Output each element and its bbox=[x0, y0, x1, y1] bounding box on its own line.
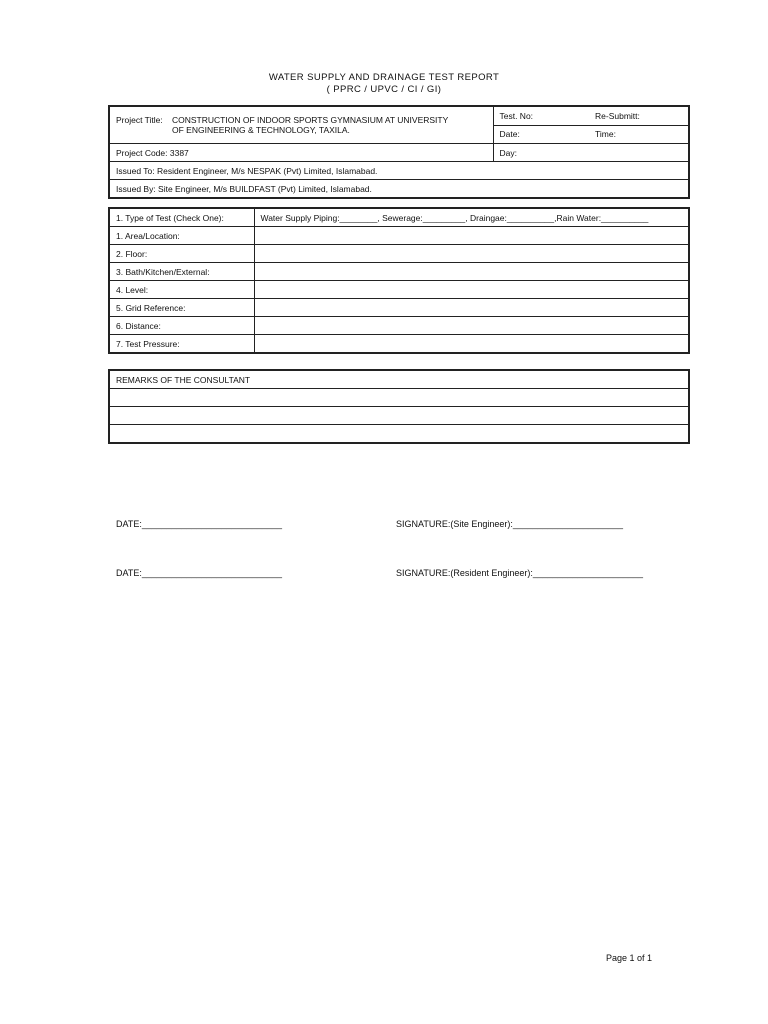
project-info-table bbox=[108, 105, 690, 199]
remarks-table bbox=[108, 369, 690, 444]
remarks-line[interactable] bbox=[109, 407, 689, 425]
test-row-label: 6. Distance: bbox=[109, 317, 254, 335]
report-subtitle: ( PPRC / UPVC / CI / GI) bbox=[326, 84, 442, 95]
date-cell: Date: bbox=[493, 125, 589, 144]
issued-by-cell: Issued By: Site Engineer, M/s BUILDFAST (Pvt) Limited, Islamabad. bbox=[109, 180, 689, 199]
project-code-cell: Project Code: 3387 bbox=[109, 144, 493, 162]
project-title-line1: CONSTRUCTION OF INDOOR SPORTS GYMNASIUM AT UNIVERSITY bbox=[172, 115, 449, 125]
page-number: Page 1 of 1 bbox=[606, 953, 653, 963]
test-row-value[interactable] bbox=[254, 263, 689, 281]
test-row-value[interactable] bbox=[254, 299, 689, 317]
signature-site-engineer[interactable]: SIGNATURE:(Site Engineer):______________________ bbox=[396, 519, 623, 529]
test-row-value[interactable] bbox=[254, 227, 689, 245]
project-title-label: Project Title: bbox=[116, 115, 163, 125]
issued-to-cell: Issued To: Resident Engineer, M/s NESPAK (Pvt) Limited, Islamabad. bbox=[109, 162, 689, 180]
project-title-cell bbox=[109, 106, 493, 144]
test-row-value[interactable] bbox=[254, 335, 689, 354]
test-type-label: 1. Type of Test (Check One): bbox=[109, 208, 254, 227]
test-row-value[interactable] bbox=[254, 245, 689, 263]
signature-resident-engineer[interactable]: SIGNATURE:(Resident Engineer):______________________ bbox=[396, 568, 643, 578]
date-line-site[interactable]: DATE:____________________________ bbox=[116, 519, 282, 529]
project-title-line2: OF ENGINEERING & TECHNOLOGY, TAXILA. bbox=[172, 125, 350, 135]
date-line-resident[interactable]: DATE:____________________________ bbox=[116, 568, 282, 578]
time-cell: Time: bbox=[589, 125, 689, 144]
test-row-value[interactable] bbox=[254, 317, 689, 335]
test-details-table bbox=[108, 207, 690, 354]
resubmit-cell: Re-Submitt: bbox=[589, 106, 689, 125]
test-type-options[interactable]: Water Supply Piping:________, Sewerage:_________, Draingae:__________,Rain Water:__________ bbox=[254, 208, 689, 227]
remarks-heading: REMARKS OF THE CONSULTANT bbox=[109, 370, 689, 389]
remarks-line[interactable] bbox=[109, 389, 689, 407]
test-no-cell: Test. No: bbox=[493, 106, 589, 125]
test-row-label: 1. Area/Location: bbox=[109, 227, 254, 245]
day-cell: Day: bbox=[493, 144, 689, 162]
test-row-label: 3. Bath/Kitchen/External: bbox=[109, 263, 254, 281]
test-row-label: 5. Grid Reference: bbox=[109, 299, 254, 317]
test-row-label: 4. Level: bbox=[109, 281, 254, 299]
report-title: WATER SUPPLY AND DRAINAGE TEST REPORT bbox=[268, 72, 500, 83]
remarks-line[interactable] bbox=[109, 425, 689, 444]
test-row-label: 7. Test Pressure: bbox=[109, 335, 254, 354]
test-row-label: 2. Floor: bbox=[109, 245, 254, 263]
test-row-value[interactable] bbox=[254, 281, 689, 299]
